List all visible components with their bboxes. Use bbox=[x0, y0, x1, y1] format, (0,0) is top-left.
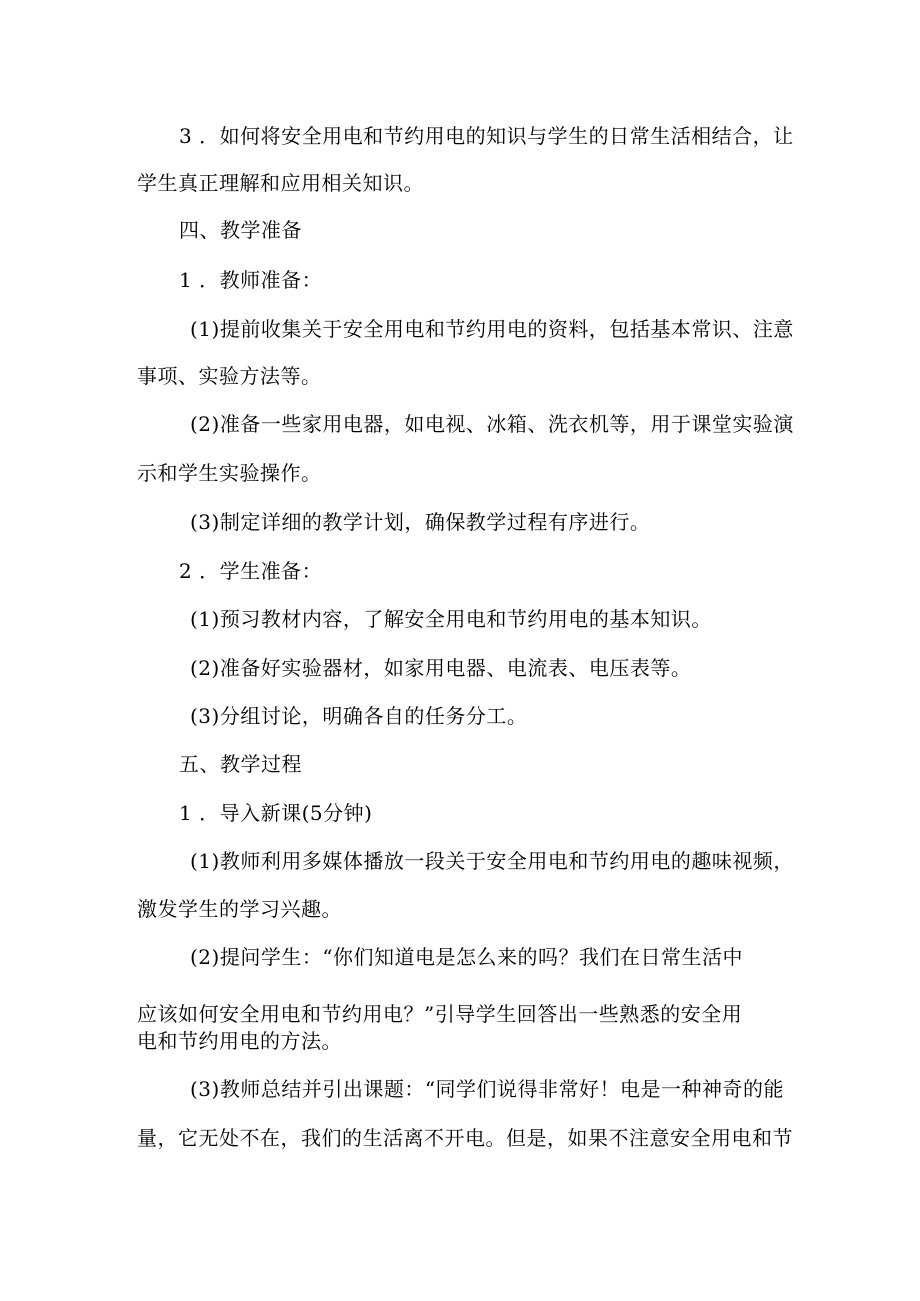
text-line: (3)教师总结并引出课题：“同学们说得非常好！电是一种神奇的能 bbox=[190, 1077, 785, 1101]
text-line: 学生真正理解和应用相关知识。 bbox=[137, 171, 424, 195]
text-line: 电和节约用电的方法。 bbox=[137, 1029, 342, 1053]
subsection-heading: 1 ．教师准备： bbox=[179, 268, 323, 292]
text-line: (1)预习教材内容，了解安全用电和节约用电的基本知识。 bbox=[190, 607, 712, 631]
text-line: (2)准备好实验器材，如家用电器、电流表、电压表等。 bbox=[190, 656, 692, 680]
subsection-heading: 1 ．导入新课(5分钟) bbox=[179, 801, 373, 825]
text-line: 示和学生实验操作。 bbox=[137, 461, 322, 485]
text-line: (3)制定详细的教学计划，确保教学过程有序进行。 bbox=[190, 510, 651, 534]
subsection-heading: 2 ．学生准备： bbox=[179, 559, 323, 583]
text-line: (2)准备一些家用电器，如电视、冰箱、洗衣机等，用于课堂实验演 bbox=[190, 412, 794, 436]
text-line: 3 ．如何将安全用电和节约用电的知识与学生的日常生活相结合，让 bbox=[179, 124, 794, 148]
section-heading: 四、教学准备 bbox=[179, 218, 302, 242]
text-line: (1)提前收集关于安全用电和节约用电的资料，包括基本常识、注意 bbox=[190, 317, 794, 341]
text-line: 量，它无处不在，我们的生活离不开电。但是，如果不注意安全用电和节 bbox=[137, 1126, 793, 1150]
section-heading: 五、教学过程 bbox=[179, 752, 302, 776]
text-line: 事项、实验方法等。 bbox=[137, 364, 322, 388]
text-line: (1)教师利用多媒体播放一段关于安全用电和节约用电的趣味视频， bbox=[190, 849, 794, 873]
text-line: 应该如何安全用电和节约用电？”引导学生回答出一些熟悉的安全用 bbox=[137, 1002, 743, 1026]
text-line: (3)分组讨论，明确各自的任务分工。 bbox=[190, 704, 528, 728]
text-line: (2)提问学生：“你们知道电是怎么来的吗？我们在日常生活中 bbox=[190, 945, 744, 969]
text-line: 激发学生的学习兴趣。 bbox=[137, 897, 342, 921]
